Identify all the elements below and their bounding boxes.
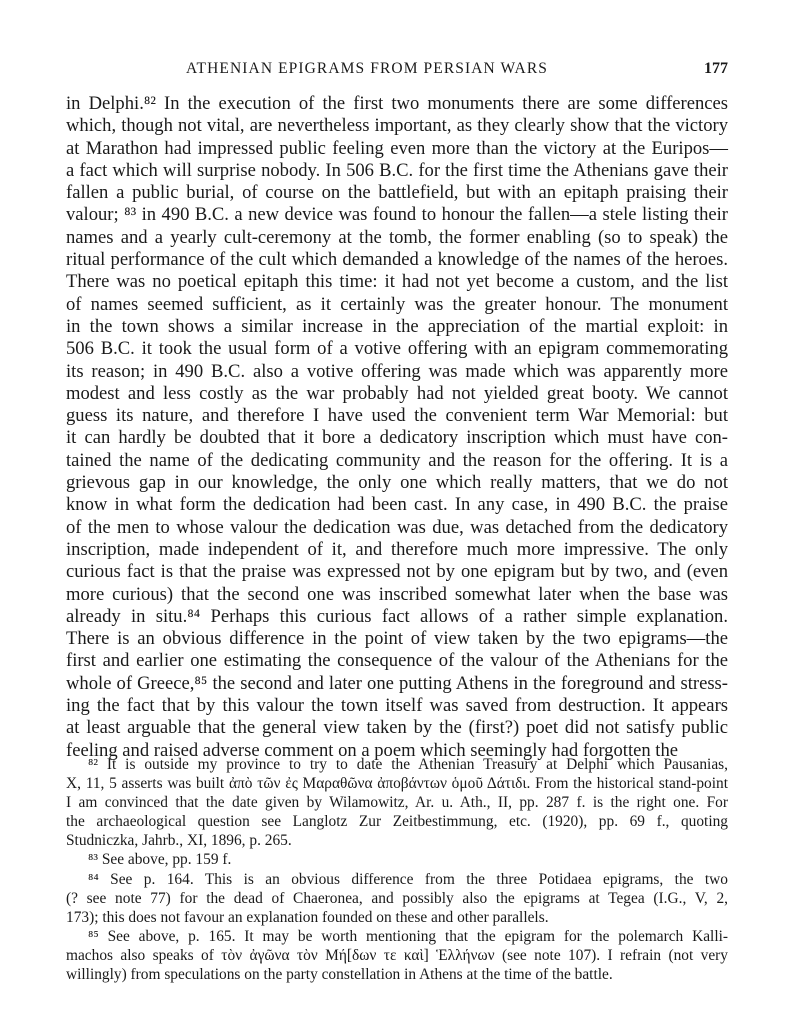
text-line: it can hardly be doubted that it bore a dedicatory inscription which must have con- [66, 427, 728, 449]
footnote-line: ⁸⁵ See above, p. 165. It may be worth mentioning that the epigram for the polemarch Kalli- [88, 927, 728, 945]
text-line: of the men to whose valour the dedication was due, was detached from the dedicatory [66, 516, 728, 538]
text-line: whole of Greece,⁸⁵ the second and later one putting Athens in the foreground and stress- [66, 672, 728, 694]
text-line: already in situ.⁸⁴ Perhaps this curious fact allows of a rather simple explanation. [66, 605, 728, 627]
footnote [66, 850, 728, 869]
footnote-line: ⁸³ See above, pp. 159 f. [88, 851, 232, 869]
footnote-line: machos also speaks of τὸν ἀγῶνα τὸν Μή[δων τε καὶ] Ἑλλήνων (see note 107). I refrain (not very [66, 946, 728, 964]
text-line: first and earlier one estimating the consequence of the valour of the Athenians for the [66, 650, 728, 672]
footnotes [66, 755, 728, 984]
text-line: grievous gap in our knowledge, the only one which really matters, that we do not [66, 472, 728, 494]
footnote-line: 173); this does not favour an explanation founded on these and other parallels. [66, 908, 549, 926]
text-line: guess its nature, and therefore I have used the convenient term War Memorial: but [66, 405, 728, 427]
text-line: There is an obvious difference in the point of view taken by the two epigrams—the [66, 628, 728, 650]
text-line: of names seemed sufficient, as it certainly was the greater honour. The monument [66, 293, 728, 315]
text-line: which, though not vital, are nevertheless important, as they clearly show that the victory [66, 115, 728, 137]
text-line: ing the fact that by this valour the town itself was saved from destruction. It appears [66, 695, 728, 717]
footnote [66, 755, 728, 850]
text-line: in the town shows a similar increase in the appreciation of the martial exploit: in [66, 315, 728, 337]
footnote-line: the archaeological question see Langlotz Zur Zeitbestimmung, etc. (1920), pp. 69 f., quoting [66, 813, 728, 831]
text-line: tained the name of the dedicating community and the reason for the offering. It is a [66, 449, 728, 471]
text-line: valour; ⁸³ in 490 B.C. a new device was found to honour the fallen—a stele listing their [66, 204, 728, 226]
text-line: in Delphi.⁸² In the execution of the first two monuments there are some differences [66, 93, 728, 114]
footnote-line: (? see note 77) for the dead of Chaeronea, and possibly also the epigrams at Tegea (I.G., V, 2, [66, 889, 728, 907]
footnote-line: willingly) from speculations on the party constellation in Athens at the time of the battle. [66, 966, 613, 984]
text-line: fallen a public burial, of course on the battlefield, but with an epitaph praising their [66, 182, 728, 204]
text-line: at least arguable that the general view taken by the (first?) poet did not satisfy public [66, 717, 728, 739]
footnote-line: ⁸⁴ See p. 164. This is an obvious difference from the three Potidaea epigrams, the two [88, 870, 728, 888]
footnote-line: Studniczka, Jahrb., XI, 1896, p. 265. [66, 832, 292, 850]
text-line: 506 B.C. it took the usual form of a votive offering with an epigram commemorating [66, 338, 728, 360]
text-line: inscription, made independent of it, and therefore much more impressive. The only [66, 538, 728, 560]
text-line: know in what form the dedication had been cast. In any case, in 490 B.C. the praise [66, 494, 728, 516]
text-line: more curious) that the second one was inscribed somewhat later when the base was [66, 583, 728, 605]
text-line: its reason; in 490 B.C. also a votive offering was made which was apparently more [66, 360, 728, 382]
footnote-line: I am convinced that the date given by Wilamowitz, Ar. u. Ath., II, pp. 287 f. is the right one. For [66, 794, 728, 812]
footnote [66, 927, 728, 984]
main-text [66, 93, 728, 762]
running-head: ATHENIAN EPIGRAMS FROM PERSIAN WARS [185, 60, 549, 77]
text-line: a fact which will surprise nobody. In 506 B.C. for the first time the Athenians gave their [66, 159, 728, 181]
page-header [66, 60, 728, 82]
text-line: feeling and raised adverse comment on a poem which seemingly had forgotten the [66, 739, 679, 761]
text-line: ritual performance of the cult which demanded a knowledge of the names of the heroes. [66, 249, 728, 271]
text-line: names and a yearly cult-ceremony at the tomb, the former enabling (so to speak) the [66, 226, 728, 248]
text-line: curious fact is that the praise was expressed not by one epigram but by two, and (even [66, 561, 728, 583]
footnote-line: X, 11, 5 asserts was built ἀπὸ τῶν ἐς Μαραθῶνα ἀποβάντων ὁμοῦ Δάτιδι. From the historical stand-point [66, 775, 728, 793]
page-number: 177 [704, 60, 728, 77]
text-line: at Marathon had impressed public feeling even more than the victory at the Euripos— [66, 137, 728, 159]
text-line: There was no poetical epitaph this time: it had not yet become a custom, and the list [66, 271, 728, 293]
text-line: modest and less costly as the war probably had not yielded great booty. We cannot [66, 382, 728, 404]
footnote [66, 870, 728, 927]
footnote-line: ⁸² It is outside my province to try to date the Athenian Treasury at Delphi which Pausanias, [88, 756, 728, 773]
